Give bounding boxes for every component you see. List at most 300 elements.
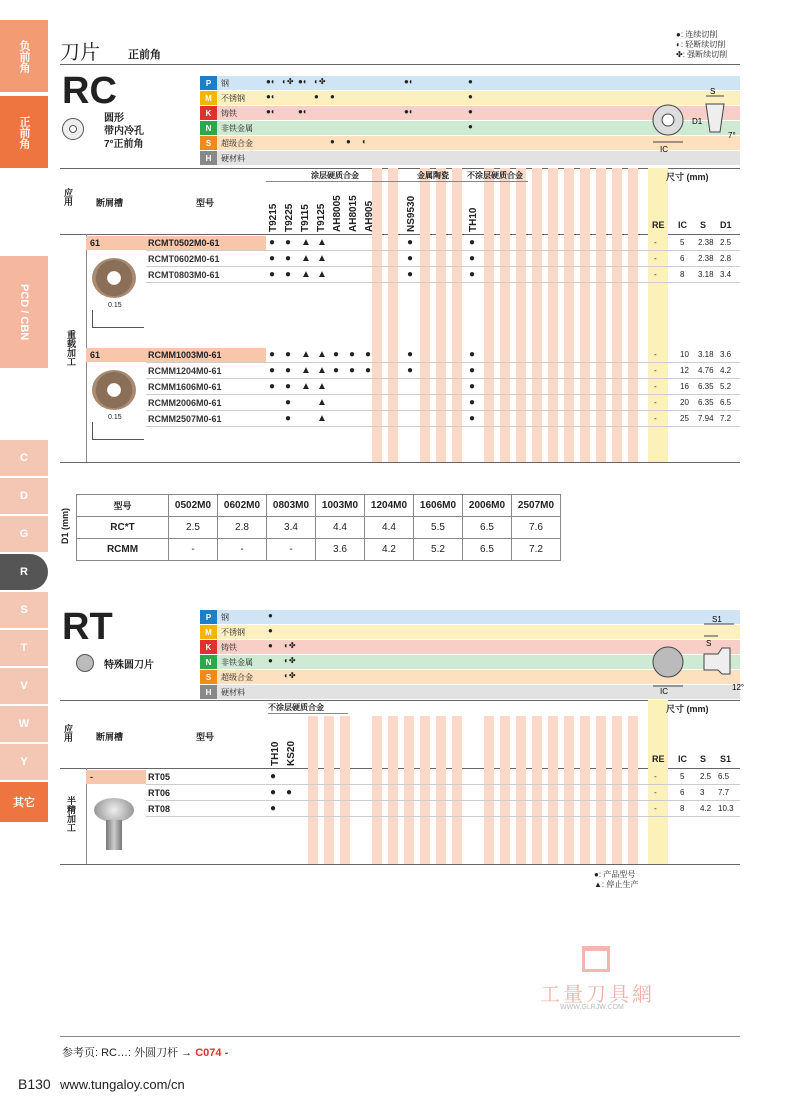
dim-re: - [654,414,657,423]
rt-dim-header-2: S [700,754,707,764]
availability-symbol: ● [407,253,414,264]
col-header-col_s: S [700,220,707,230]
grade-t9125: T9125 [316,203,327,232]
grid-stripe [308,716,318,864]
col-header-col_ic: IC [678,220,687,230]
rt-insert-photo-icon [94,798,134,822]
grid-stripe [596,168,606,462]
grid-stripe [548,168,558,462]
breaker-code: - [90,772,93,782]
availability-symbol: ● [269,381,276,392]
diagram-label: D1 [692,117,703,126]
availability-symbol: ▲ [317,397,327,408]
dim-s1: 10.3 [718,804,734,813]
grade-t9115: T9115 [300,204,311,232]
dim-ic: 6 [680,254,685,263]
material-name: 不锈钢 [221,627,245,637]
cut-symbol: ◐ [362,137,367,146]
model-rt05[interactable]: RT05 [148,772,171,782]
dim-d1: 7.2 [720,414,732,423]
availability-symbol: ▲ [301,269,311,280]
d1-row-name: RCMM [77,539,169,561]
model-rcmt0502m0-61[interactable]: RCMT0502M0-61 [148,238,220,248]
model-rcmm2006m0-61[interactable]: RCMM2006M0-61 [148,398,222,408]
dim-re: - [654,254,657,263]
cut-symbol: ● [468,77,473,86]
d1-col: 2006M0 [463,495,512,517]
legend-text: : 产品型号 [598,870,636,879]
d1-value: 3.6 [316,539,365,561]
cut-symbol: ●◐ [404,107,414,116]
grid-stripe [340,716,350,864]
edge-width-value: 0.15 [108,302,122,309]
material-code: M [200,91,217,105]
special-round-insert-icon [76,654,94,672]
cut-symbol: ◐✤ [314,77,326,86]
cut-symbol: ● [468,107,473,116]
dim-ic: 8 [680,270,685,279]
d1-col: 0502M0 [169,495,218,517]
grid-stripe [436,168,446,462]
grid-stripe [548,716,558,864]
cut-symbol: ● [330,137,335,146]
grid-stripe [596,716,606,864]
rc-title: RC [62,70,117,112]
grid-stripe [420,716,430,864]
availability-symbol: ● [365,365,372,376]
side-tab-9[interactable]: V [0,668,48,704]
material-code: K [200,640,217,654]
grid-stripe [388,716,398,864]
dim-d1: 6.5 [720,398,732,407]
model-rcmm1204m0-61[interactable]: RCMM1204M0-61 [148,366,222,376]
d1-col: 1204M0 [365,495,414,517]
availability-symbol: ● [270,787,277,798]
dim-d1: 3.6 [720,350,732,359]
cut-symbol: ●◐ [404,77,414,86]
rc-desc-coolant: 带内冷孔 [104,126,144,137]
cut-symbol: ● [268,656,273,665]
grid-stripe [580,716,590,864]
rt-insert-shank-icon [106,820,122,850]
material-code: N [200,121,217,135]
legend-symbol: ✤ [676,50,683,59]
diagram-label: S1 [712,615,722,624]
legend-text: : 停止生产 [601,880,639,889]
material-code: S [200,670,217,684]
side-tab-4[interactable]: D [0,478,48,514]
col-header-col_re: RE [652,220,665,230]
availability-symbol: ● [349,365,356,376]
edge-width-value: 0.15 [108,414,122,421]
material-name: 钢 [221,612,229,622]
dim-d1: 5.2 [720,382,732,391]
legend-text: : 连续切削 [680,30,718,39]
material-name: 硬材料 [221,153,245,163]
d1-value: 2.8 [218,517,267,539]
dim-re: - [654,382,657,391]
grid-stripe [452,716,462,864]
material-name: 非铁金属 [221,123,253,133]
availability-symbol: ● [285,381,292,392]
rc-insert-diagram [648,84,748,156]
grade-group-header: 不涂层硬质合金 [462,170,528,182]
grade-ah905: AH905 [364,200,375,232]
dim-ic: 20 [680,398,689,407]
dim-s: 7.94 [698,414,714,423]
grid-stripe [484,168,494,462]
dim-re: - [654,398,657,407]
footer-ref: 参考页: RC…: 外圆刀杆 → [62,1047,193,1059]
availability-symbol: ● [469,253,476,264]
side-tab-1[interactable]: 正前角 [0,96,48,168]
grid-stripe [612,716,622,864]
material-code: K [200,106,217,120]
material-name: 钢 [221,78,229,88]
diagram-label: S [710,87,716,96]
grade-group-header: 金属陶瓷 [404,170,462,182]
availability-symbol: ● [285,269,292,280]
re-column [648,700,668,864]
legend-symbol: ● [676,30,681,39]
dim-re: - [654,804,657,813]
grid-stripe [500,716,510,864]
cut-symbol: ● [268,611,273,620]
rt-desc: 特殊圆刀片 [104,660,154,671]
cut-symbol: ●◐ [298,77,308,86]
cut-symbol: ● [468,122,473,131]
material-code: H [200,685,217,699]
rt-dim-header-1: IC [678,754,687,764]
availability-symbol: ● [285,413,292,424]
grid-stripe [628,168,638,462]
d1-value: 7.6 [512,517,561,539]
availability-symbol: ● [285,349,292,360]
d1-value: - [218,539,267,561]
model-rcmt0602m0-61[interactable]: RCMT0602M0-61 [148,254,220,264]
cut-symbol: ●◐ [266,77,276,86]
d1-table [76,494,561,561]
model-rt08[interactable]: RT08 [148,804,171,814]
title-rule [60,64,740,65]
side-tab-0[interactable]: 负前角 [0,20,48,92]
model-rt06[interactable]: RT06 [148,788,171,798]
page-number: B130 [18,1076,51,1092]
diagram-label: S [706,639,712,648]
d1-col: 1606M0 [414,495,463,517]
insert-photo-icon [92,258,136,298]
page-subtitle: 正前角 [128,49,161,61]
availability-symbol: ● [469,237,476,248]
availability-symbol: ● [285,237,292,248]
footer-url[interactable]: www.tungaloy.com/cn [60,1077,185,1092]
cut-symbol: ●◐ [266,92,276,101]
rt-col-header-0: 应用 [63,724,73,742]
dim-re: - [654,270,657,279]
grade-t9225: T9225 [284,203,295,232]
d1-col: 0602M0 [218,495,267,517]
re-column [648,168,668,462]
availability-symbol: ● [269,253,276,264]
cut-symbol: ●◐ [298,107,308,116]
availability-symbol: ● [270,771,277,782]
grid-stripe [580,168,590,462]
cut-symbol: ◐✤ [284,671,296,680]
grade-ah8015: AH8015 [348,195,359,232]
dim-s: 4.2 [700,804,712,813]
availability-symbol: ● [286,787,293,798]
availability-symbol: ● [469,365,476,376]
dim-s: 6.35 [698,382,714,391]
dim-ic: 8 [680,804,685,813]
d1-col: 2507M0 [512,495,561,517]
material-code: M [200,625,217,639]
grid-stripe [404,716,414,864]
rc-desc-shape: 圆形 [104,113,124,124]
availability-symbol: ● [285,253,292,264]
grid-stripe [452,168,462,462]
availability-symbol: ▲ [317,237,327,248]
side-tab-8[interactable]: T [0,630,48,666]
availability-symbol: ▲ [301,365,311,376]
availability-symbol: ● [269,237,276,248]
dim-s1: 7.7 [718,788,730,797]
material-name: 不锈钢 [221,93,245,103]
grid-stripe [324,716,334,864]
model-rcmm1003m0-61[interactable]: RCMM1003M0-61 [148,350,222,360]
material-name: 超级合金 [221,138,253,148]
availability-symbol: ● [285,365,292,376]
model-rcmm1606m0-61[interactable]: RCMM1606M0-61 [148,382,222,392]
availability-symbol: ● [285,397,292,408]
dim-re: - [654,772,657,781]
edge-profile-icon [92,422,144,440]
availability-symbol: ▲ [301,381,311,392]
dim-ic: 5 [680,772,685,781]
dim-d1: 3.4 [720,270,732,279]
legend-symbol: ▲ [594,880,602,889]
d1-head: 型号 [77,495,169,517]
material-name: 铸铁 [221,108,237,118]
grid-stripe [612,168,622,462]
d1-value: 4.2 [365,539,414,561]
col-header-col_breaker: 断屑槽 [96,198,124,208]
dim-ic: 16 [680,382,689,391]
cut-symbol: ● [268,641,273,650]
diagram-label: IC [660,145,668,154]
availability-symbol: ▲ [301,253,311,264]
dim-d1: 2.5 [720,238,732,247]
material-name: 硬材料 [221,687,245,697]
col-header-size: 尺寸 (mm) [666,704,709,714]
watermark-text: 工量刀具網 [540,984,655,1006]
material-code: S [200,136,217,150]
status-legend [594,870,638,890]
dim-re: - [654,366,657,375]
grid-stripe [484,716,494,864]
side-tab-12[interactable]: 其它 [0,782,48,822]
d1-value: - [169,539,218,561]
model-rcmt0803m0-61[interactable]: RCMT0803M0-61 [148,270,220,280]
availability-symbol: ● [469,413,476,424]
application-label: 重载加工 [66,330,76,366]
grid-stripe [516,716,526,864]
edge-profile-icon [92,310,144,328]
dim-s: 6.35 [698,398,714,407]
grid-stripe [372,716,382,864]
availability-symbol: ● [333,349,340,360]
dim-ic: 25 [680,414,689,423]
grid-stripe [564,716,574,864]
material-code: P [200,76,217,90]
legend-symbol: ● [594,870,599,879]
material-name: 铸铁 [221,642,237,652]
dim-s: 2.38 [698,238,714,247]
diagram-label: 12° [732,683,745,692]
cut-symbol: ●◐ [266,107,276,116]
rt-title: RT [62,606,113,648]
dim-s: 2.5 [700,772,712,781]
side-tab-10[interactable]: W [0,706,48,742]
cut-symbol: ● [268,626,273,635]
d1-value: 3.4 [267,517,316,539]
availability-symbol: ● [270,803,277,814]
grid-stripe [532,168,542,462]
availability-symbol: ▲ [317,413,327,424]
availability-symbol: ● [269,269,276,280]
dim-s: 3 [700,788,705,797]
availability-symbol: ● [469,397,476,408]
d1-col: 0803M0 [267,495,316,517]
dim-s: 2.38 [698,254,714,263]
d1-row-name: RC*T [77,517,169,539]
availability-symbol: ▲ [301,349,311,360]
availability-symbol: ▲ [317,349,327,360]
grade-th10: TH10 [270,741,281,766]
d1-value: 4.4 [316,517,365,539]
application-label: 半精加工 [66,796,76,832]
rc-desc-angle: 7°正前角 [104,139,144,150]
dim-re: - [654,350,657,359]
cut-symbol: ● [330,92,335,101]
availability-symbol: ▲ [301,237,311,248]
material-name: 非铁金属 [221,657,253,667]
dim-re: - [654,238,657,247]
d1-value: 7.2 [512,539,561,561]
d1-value: 5.5 [414,517,463,539]
grid-stripe [532,716,542,864]
availability-symbol: ● [333,365,340,376]
side-tab-7[interactable]: S [0,592,48,628]
rt-insert-diagram [648,614,748,694]
watermark-logo-icon [582,946,610,972]
cut-symbol: ◐✤ [284,656,296,665]
availability-symbol: ● [469,269,476,280]
grid-stripe [436,716,446,864]
col-header-col_d1: D1 [720,220,732,230]
cut-symbol: ● [314,92,319,101]
cut-symbol: ● [468,92,473,101]
cut-symbol: ◐✤ [284,641,296,650]
side-tab-5[interactable]: G [0,516,48,552]
availability-symbol: ● [407,349,414,360]
side-tab-2[interactable]: PCD / CBN [0,256,48,368]
d1-value: - [267,539,316,561]
d1-col: 1003M0 [316,495,365,517]
availability-symbol: ● [407,269,414,280]
grade-th10: TH10 [468,207,479,232]
diagram-label: IC [660,687,668,694]
availability-symbol: ● [269,365,276,376]
side-tab-3[interactable]: C [0,440,48,476]
dim-ic: 12 [680,366,689,375]
cut-legend [676,30,727,60]
grade-t9215: T9215 [268,203,279,232]
availability-symbol: ● [365,349,372,360]
availability-symbol: ● [407,365,414,376]
availability-symbol: ▲ [317,365,327,376]
side-tab-11[interactable]: Y [0,744,48,780]
dim-d1: 2.8 [720,254,732,263]
grid-stripe [564,168,574,462]
page-title: 刀片 [60,42,100,64]
dim-ic: 10 [680,350,689,359]
dim-s1: 6.5 [718,772,730,781]
breaker-code: 61 [90,238,101,248]
dim-ic: 6 [680,788,685,797]
d1-value: 2.5 [169,517,218,539]
col-header-size: 尺寸 (mm) [666,172,709,182]
grid-stripe [516,168,526,462]
d1-value: 5.2 [414,539,463,561]
footer-ref-link[interactable]: C074 - [195,1047,229,1059]
footer-rule [60,1036,740,1037]
dim-s: 3.18 [698,350,714,359]
breaker-band [86,770,146,784]
rt-col-header-1: 断屑槽 [96,732,124,742]
col-header-col_app: 应用 [63,188,73,206]
grid-stripe [420,168,430,462]
breaker-code: 61 [90,350,101,360]
availability-symbol: ● [269,349,276,360]
material-code: P [200,610,217,624]
diagram-label: 7° [728,131,736,140]
d1-value: 4.4 [365,517,414,539]
dim-re: - [654,788,657,797]
legend-symbol: ◐ [676,40,681,49]
model-rcmm2507m0-61[interactable]: RCMM2507M0-61 [148,414,222,424]
dim-ic: 5 [680,238,685,247]
grade-ks20: KS20 [286,740,297,766]
grade-ah8005: AH8005 [332,195,343,232]
d1-side-label: D1 (mm) [60,508,70,545]
grade-group-header: 不涂层硬质合金 [268,702,348,714]
round-insert-icon [62,118,84,140]
side-tab-6[interactable]: R [0,554,48,590]
availability-symbol: ● [469,381,476,392]
dim-s: 3.18 [698,270,714,279]
cut-symbol: ◐✤ [282,77,294,86]
col-header-col_model: 型号 [196,198,215,208]
legend-text: : 轻断续切削 [680,40,726,49]
availability-symbol: ▲ [317,381,327,392]
rt-col-header-2: 型号 [196,732,215,742]
rt-dim-header-0: RE [652,754,665,764]
cut-symbol: ● [346,137,351,146]
material-code: H [200,151,217,165]
watermark-url: WWW.GLRJW.COM [560,1004,624,1011]
dim-s: 4.76 [698,366,714,375]
